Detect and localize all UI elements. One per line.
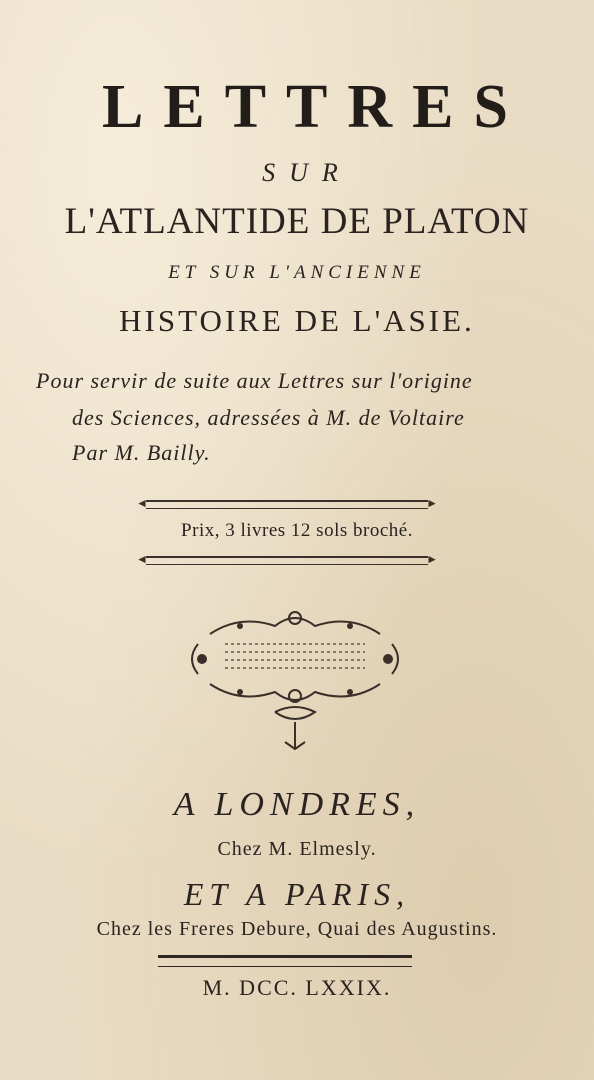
rule-bottom <box>136 552 438 566</box>
title-sur: SUR <box>262 158 352 187</box>
rule-cap-left-icon: ◄ <box>136 552 148 566</box>
purpose-line-2: des Sciences, adressées à M. de Voltaire <box>72 405 465 430</box>
rule-cap-right-icon: ► <box>426 496 438 510</box>
subtitle-histoire: HISTOIRE DE L'ASIE. <box>119 303 475 338</box>
rule-imprint <box>158 955 412 967</box>
book-title: LETTRES <box>101 73 529 141</box>
rule-cap-left-icon: ◄ <box>136 496 148 510</box>
author-line: Par M. Bailly. <box>72 440 211 465</box>
price-line: Prix, 3 livres 12 sols broché. <box>181 520 413 541</box>
purpose-line-1: Pour servir de suite aux Lettres sur l'origine <box>36 368 473 393</box>
printers-ornament-icon <box>180 604 410 754</box>
place-paris: ET A PARIS, <box>183 876 411 912</box>
subtitle-atlantide: L'ATLANTIDE DE PLATON <box>64 201 530 242</box>
rule-cap-right-icon: ► <box>426 552 438 566</box>
publisher-debure: Chez les Freres Debure, Quai des Augustins. <box>96 918 498 940</box>
place-londres: A LONDRES, <box>173 786 421 823</box>
rule-top <box>136 496 438 510</box>
publisher-elmesly: Chez M. Elmesly. <box>217 838 377 860</box>
imprint-date: M. DCC. LXXIX. <box>202 975 392 1000</box>
subtitle-et-sur: ET SUR L'ANCIENNE <box>168 262 426 283</box>
